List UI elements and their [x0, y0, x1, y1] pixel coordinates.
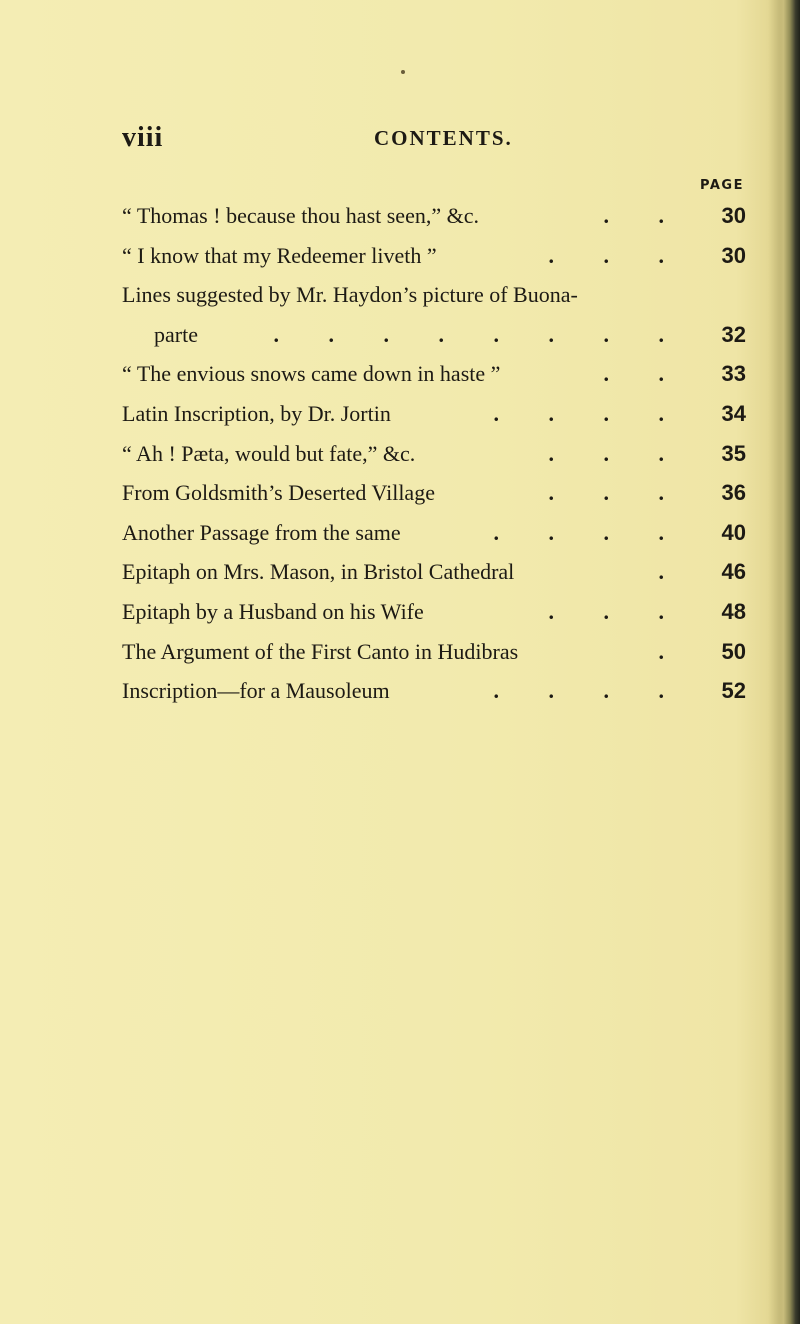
entry-leaders: .: [658, 638, 686, 664]
entry-title: Another Passage from the same: [122, 519, 401, 545]
entry-title: Inscription—for a Mausoleum: [122, 678, 390, 704]
page-column-heading: PAGE: [700, 178, 744, 193]
entry-page: 33: [721, 361, 746, 387]
entry-page: 50: [721, 638, 746, 664]
contents-entry: [122, 434, 746, 474]
contents-entry: [122, 592, 746, 632]
contents-entry: [122, 632, 746, 672]
entry-leaders: . . . .: [493, 519, 686, 545]
entry-leaders: . . .: [548, 242, 686, 268]
entry-title: Latin Inscription, by Dr. Jortin: [122, 400, 391, 426]
entry-leaders: . .: [603, 203, 686, 228]
entry-title: The Argument of the First Canto in Hudibras: [122, 638, 519, 664]
page-binding-edge: [778, 0, 800, 1324]
contents-entry: [122, 513, 746, 553]
entry-page: 40: [721, 519, 746, 545]
contents-entry: [122, 473, 746, 513]
contents-entry: [122, 552, 746, 592]
entry-leaders: . . .: [548, 480, 686, 506]
contents-entry: [122, 671, 746, 711]
entry-leaders: . . .: [548, 598, 686, 624]
contents-list: [122, 196, 746, 711]
entry-leaders: . . . .: [493, 400, 686, 426]
entry-leaders: .: [658, 559, 686, 585]
entry-title: Lines suggested by Mr. Haydon’s picture of Buona-: [122, 282, 578, 308]
entry-leaders: . . . .: [493, 678, 686, 704]
entry-page: 30: [721, 203, 746, 228]
entry-leaders: . . .: [548, 440, 686, 466]
entry-title: Epitaph on Mrs. Mason, in Bristol Cathedral: [122, 559, 515, 585]
entry-title: “ I know that my Redeemer liveth ”: [122, 242, 437, 268]
entry-title: “ Thomas ! because thou hast seen,” &c.: [122, 203, 479, 228]
contents-entry: [122, 315, 746, 355]
contents-entry: [122, 236, 746, 276]
running-header: [122, 122, 722, 162]
contents-entry: [122, 275, 746, 315]
contents-entry: [122, 394, 746, 434]
entry-title: Epitaph by a Husband on his Wife: [122, 598, 424, 624]
entry-title: “ Ah ! Pæta, would but fate,” &c.: [122, 440, 416, 466]
ink-speck: [401, 70, 405, 74]
running-title: CONTENTS.: [374, 126, 513, 150]
contents-entry: [122, 354, 746, 394]
entry-page: 32: [721, 321, 746, 347]
page-number: viii: [122, 122, 164, 153]
entry-page: 30: [721, 242, 746, 268]
entry-title: “ The envious snows came down in haste ”: [122, 361, 501, 387]
entry-title: parte: [154, 321, 198, 347]
entry-page: 34: [721, 400, 746, 426]
entry-leaders: . .: [603, 361, 686, 387]
entry-page: 35: [721, 440, 746, 466]
entry-leaders: . . . . . . . .: [273, 321, 686, 347]
entry-page: 52: [721, 678, 746, 704]
entry-page: 36: [721, 480, 746, 506]
entry-title: From Goldsmith’s Deserted Village: [122, 480, 435, 506]
contents-entry: [122, 196, 746, 236]
entry-page: 46: [721, 559, 746, 585]
entry-page: 48: [721, 598, 746, 624]
